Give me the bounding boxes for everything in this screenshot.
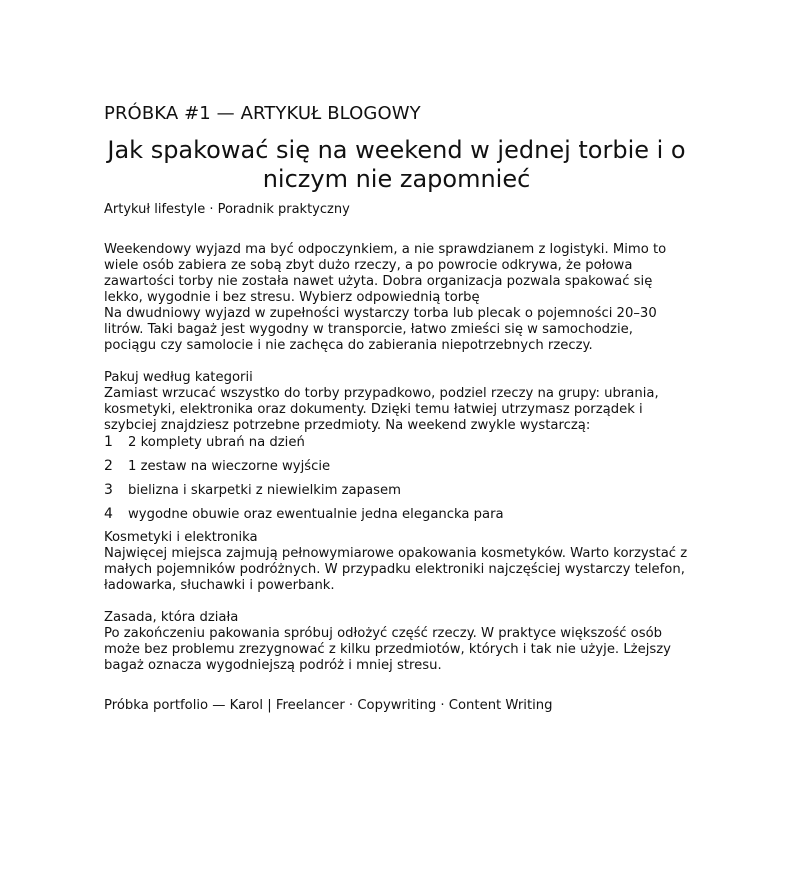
section-heading-rule: Zasada, która działa: [104, 610, 239, 625]
packing-list: [104, 434, 689, 530]
list-item: [104, 434, 689, 458]
intro-paragraph: Weekendowy wyjazd ma być odpoczynkiem, a nie sprawdzianem z logistyki. Mimo to wiele osób zabiera ze sobą zbyt dużo rzeczy, a po powrocie odkrywa, że połowa zawartości torby nie została nawet użyta. Dobra organizacja pozwala spakować się lekko, wygodnie i bez stresu. Wybierz odpowiednią torbę: [104, 242, 667, 305]
section-body-categories: Zamiast wrzucać wszystko do torby przypadkowo, podziel rzeczy na grupy: ubrania, kosmetyki, elektronika oraz dokumenty. Dzięki temu łatwiej utrzymasz porządek i szybciej znajdziesz potrzebne przedmioty. Na weekend zwykle wystarczą:: [104, 386, 659, 433]
list-text: 2 komplety ubrań na dzień: [128, 435, 305, 450]
list-number: 1: [104, 434, 113, 450]
portfolio-footer: Próbka portfolio — Karol | Freelancer · Copywriting · Content Writing: [104, 698, 553, 713]
list-item: [104, 482, 689, 506]
section-heading-categories: Pakuj według kategorii: [104, 370, 253, 385]
list-item: [104, 506, 689, 530]
intro-paragraph-2: Na dwudniowy wyjazd w zupełności wystarczy torba lub plecak o pojemności 20–30 litrów. Taki bagaż jest wygodny w transporcie, łatwo zmieści się w samochodzie, pociągu czy samolocie i nie zachęca do zabierania niepotrzebnych rzeczy.: [104, 306, 657, 353]
list-item: [104, 458, 689, 482]
article-title: Jak spakować się na weekend w jednej torbie i o niczym nie zapomnieć: [107, 136, 686, 193]
list-text: bielizna i skarpetki z niewielkim zapasem: [128, 483, 401, 498]
list-number: 3: [104, 482, 113, 498]
document-page: [104, 102, 689, 714]
section-heading-cosmetics: Kosmetyki i elektronika: [104, 530, 258, 545]
list-number: 2: [104, 458, 113, 474]
list-text: wygodne obuwie oraz ewentualnie jedna elegancka para: [128, 507, 504, 522]
section-body-cosmetics: Najwięcej miejsca zajmują pełnowymiarowe opakowania kosmetyków. Warto korzystać z małych pojemników podróżnych. W przypadku elektroniki najczęściej wystarczy telefon, ładowarka, słuchawki i powerbank.: [104, 546, 688, 593]
list-number: 4: [104, 506, 113, 522]
section-body-rule: Po zakończeniu pakowania spróbuj odłożyć część rzeczy. W praktyce większość osób może bez problemu zrezygnować z kilku przedmiotów, których i tak nie użyje. Lżejszy bagaż oznacza wygodniejszą podróż i mniej stresu.: [104, 626, 671, 673]
list-text: 1 zestaw na wieczorne wyjście: [128, 459, 331, 474]
sample-label: PRÓBKA #1 — ARTYKUŁ BLOGOWY: [104, 103, 421, 124]
article-meta: Artykuł lifestyle · Poradnik praktyczny: [104, 202, 350, 217]
